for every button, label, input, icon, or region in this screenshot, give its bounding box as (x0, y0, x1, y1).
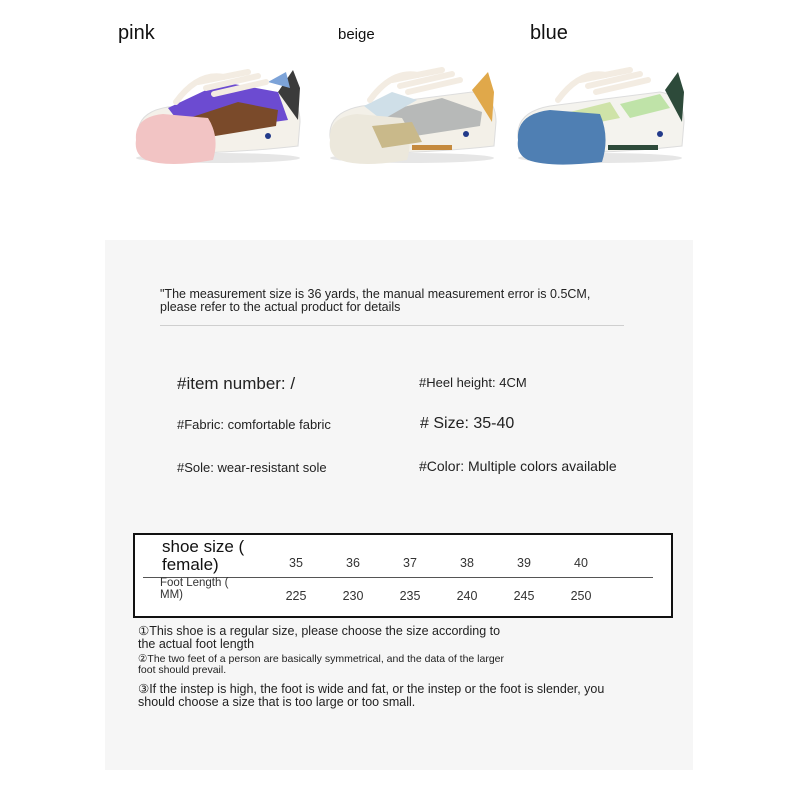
divider (160, 325, 624, 326)
shoe-image-blue (510, 42, 690, 167)
tip-3-line1: ③If the instep is high, the foot is wide and fat, or the instep or the foot is slender, you (138, 682, 605, 696)
variant-label-beige: beige (338, 26, 375, 43)
spec-heel-height: #Heel height: 4CM (419, 375, 527, 390)
shoe-image-beige (322, 42, 502, 167)
length-cell: 235 (399, 589, 421, 603)
size-cell: 38 (460, 556, 474, 570)
size-header-line2: female) (162, 555, 219, 574)
size-cell: 35 (289, 556, 303, 570)
size-cell: 37 (403, 556, 417, 570)
tip-2-line1: ②The two feet of a person are basically symmetrical, and the data of the larger (138, 653, 505, 665)
tip-1 (138, 625, 500, 651)
tip-3 (138, 683, 604, 709)
size-table-row1-header (162, 538, 244, 574)
length-cell: 240 (456, 589, 478, 603)
length-header-line1: Foot Length ( (160, 577, 229, 589)
size-cell: 36 (346, 556, 360, 570)
length-cell: 225 (285, 589, 307, 603)
length-header-line2: MM) (160, 589, 183, 601)
shoe-image-pink (128, 42, 308, 167)
length-cell: 245 (513, 589, 535, 603)
size-cell: 40 (574, 556, 588, 570)
spec-color: #Color: Multiple colors available (419, 458, 617, 474)
spec-sole: #Sole: wear-resistant sole (177, 460, 327, 475)
size-table-row2-header (160, 577, 228, 601)
measurement-note-line2: please refer to the actual product for details (160, 300, 401, 314)
tip-1-line2: the actual foot length (138, 637, 255, 651)
size-cell: 39 (517, 556, 531, 570)
spec-item-number: #item number: / (177, 374, 296, 393)
variant-label-blue: blue (530, 22, 568, 44)
measurement-note (160, 288, 680, 314)
measurement-note-line1: "The measurement size is 36 yards, the manual measurement error is 0.5CM, (160, 287, 591, 301)
tip-1-line1: ①This shoe is a regular size, please choose the size according to (138, 624, 501, 638)
variant-label-pink: pink (118, 22, 155, 44)
tip-3-line2: should choose a size that is too large or too small. (138, 695, 416, 709)
tip-2-line2: foot should prevail. (138, 664, 227, 676)
spec-fabric: #Fabric: comfortable fabric (177, 417, 331, 432)
length-cell: 230 (342, 589, 364, 603)
length-cell: 250 (570, 589, 592, 603)
tip-2 (138, 654, 504, 676)
spec-size: # Size: 35-40 (420, 415, 515, 432)
size-header-line1: shoe size ( (162, 537, 245, 556)
